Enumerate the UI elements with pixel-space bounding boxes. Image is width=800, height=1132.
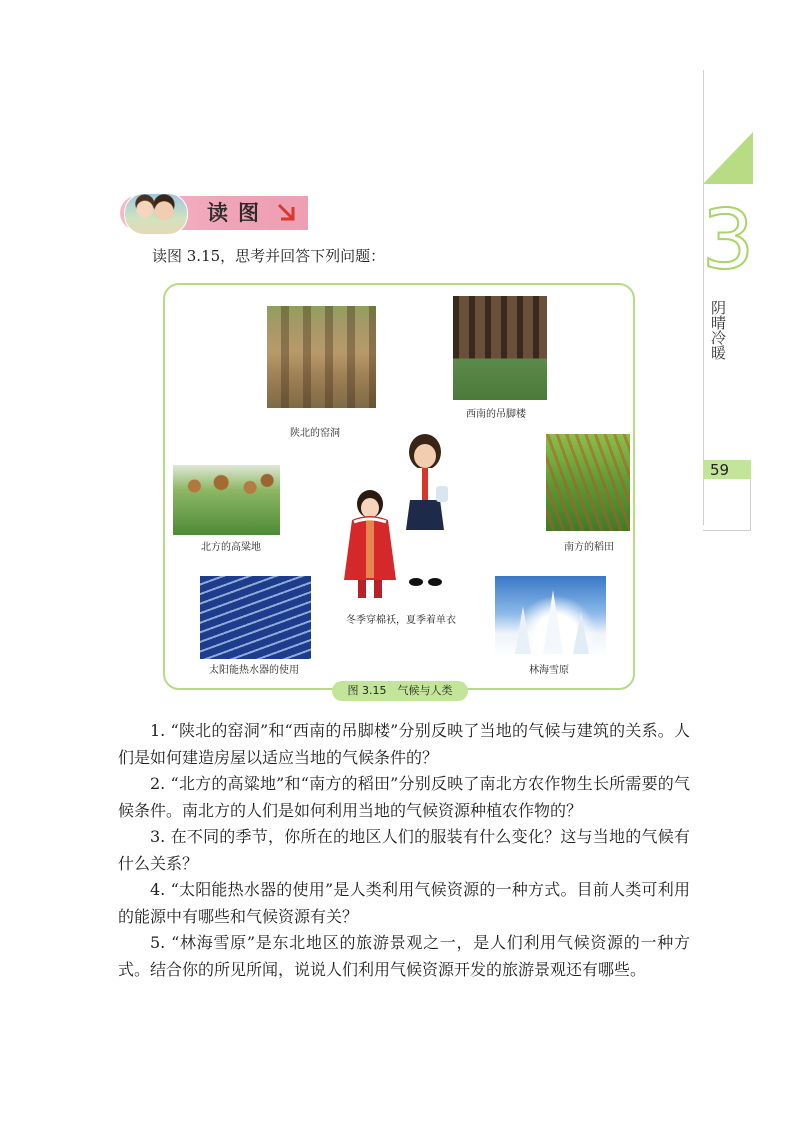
chapter-title: 阴晴冷暖 — [709, 300, 727, 360]
question-list — [118, 718, 690, 983]
banner-photo — [124, 193, 188, 235]
cave-dwelling-photo — [267, 306, 376, 408]
page-number: 59 — [710, 461, 730, 479]
side-tab-bottom — [703, 479, 751, 531]
children-clothing-photo — [340, 430, 464, 608]
section-banner-label: 读图 — [207, 201, 269, 225]
photo-label: 西南的吊脚楼 — [466, 409, 526, 420]
photo-label: 冬季穿棉袄，夏季着单衣 — [346, 615, 456, 626]
photo-label: 北方的高粱地 — [201, 542, 261, 553]
question-item: 1. “陕北的窑洞”和“西南的吊脚楼”分别反映了当地的气候与建筑的关系。人们是如何建造房屋以适应当地的气候条件的？ — [118, 721, 690, 767]
snow-trees-icon — [495, 576, 606, 658]
photo-label: 陕北的窑洞 — [290, 428, 340, 439]
stilt-house-photo — [453, 296, 547, 400]
side-rule — [703, 70, 704, 525]
chapter-number: 3 — [702, 193, 755, 288]
figure-caption: 图 3.15 气候与人类 — [332, 681, 468, 701]
snowy-forest-photo — [495, 576, 606, 658]
photo-label: 太阳能热水器的使用 — [209, 665, 299, 676]
sorghum-field-photo — [173, 465, 280, 535]
intro-text: 读图 3.15，思考并回答下列问题： — [152, 247, 386, 265]
side-tab-triangle — [703, 132, 753, 184]
solar-water-heater-photo — [200, 576, 311, 659]
question-item: 2. “北方的高粱地”和“南方的稻田”分别反映了南北方农作物生长所需要的气候条件。南北方的人们是如何利用当地的气候资源种植农作物的？ — [118, 774, 690, 820]
question-item: 4. “太阳能热水器的使用”是人类利用气候资源的一种方式。目前人类可利用的能源中有哪些和气候资源有关？ — [118, 880, 690, 926]
photo-label: 南方的稻田 — [564, 542, 614, 553]
photo-label: 林海雪原 — [529, 665, 569, 676]
arrow-down-right-icon — [276, 202, 298, 224]
question-item: 3. 在不同的季节，你所在的地区人们的服装有什么变化？这与当地的气候有什么关系？ — [118, 827, 690, 873]
rice-field-photo — [546, 434, 630, 531]
question-item: 5. “林海雪原”是东北地区的旅游景观之一，是人们利用气候资源的一种方式。结合你的所见所闻，说说人们利用气候资源开发的旅游景观还有哪些。 — [118, 933, 690, 979]
